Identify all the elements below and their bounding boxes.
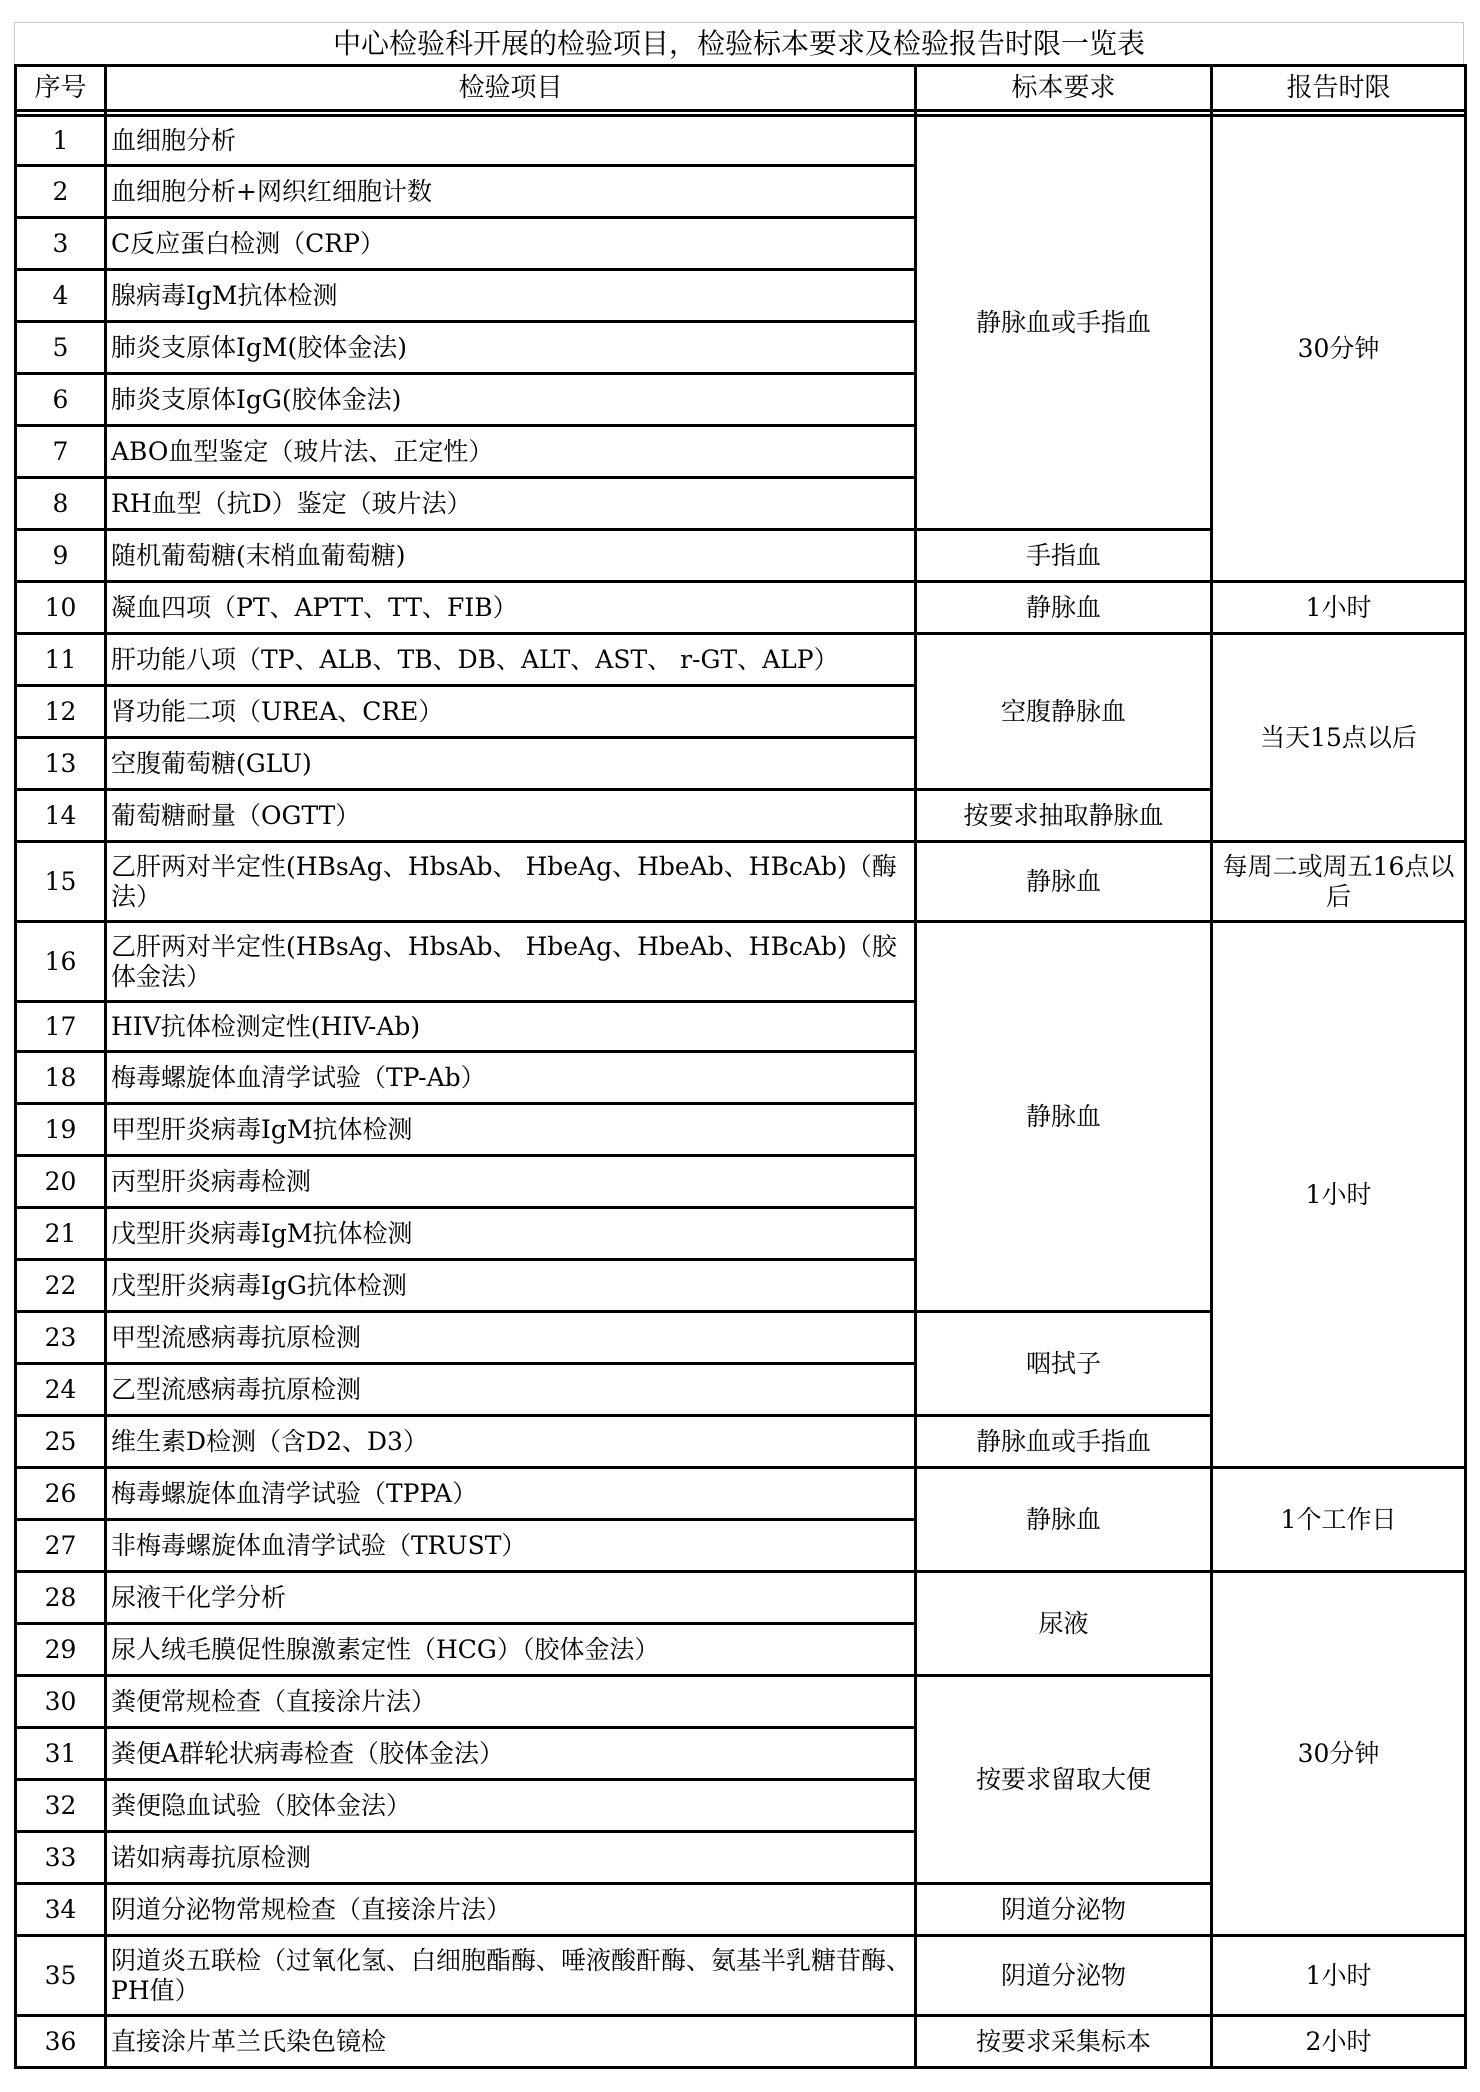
test-item: 梅毒螺旋体血清学试验（TP-Ab） (106, 1052, 916, 1104)
test-item: 粪便常规检查（直接涂片法） (106, 1676, 916, 1728)
test-item: 尿液干化学分析 (106, 1572, 916, 1624)
report-time: 1小时 (1212, 582, 1466, 634)
row-number: 36 (16, 2016, 106, 2068)
table-row (16, 116, 1466, 166)
specimen-requirement: 阴道分泌物 (916, 1936, 1212, 2016)
test-item: ABO血型鉴定（玻片法、正定性） (106, 426, 916, 478)
row-number: 7 (16, 426, 106, 478)
row-number: 20 (16, 1156, 106, 1208)
table-row (16, 1572, 1466, 1624)
test-item: 阴道分泌物常规检查（直接涂片法） (106, 1884, 916, 1936)
specimen-requirement: 咽拭子 (916, 1312, 1212, 1416)
row-number: 11 (16, 634, 106, 686)
header-specimen: 标本要求 (916, 66, 1212, 111)
header-number: 序号 (16, 66, 106, 111)
row-number: 9 (16, 530, 106, 582)
row-number: 1 (16, 116, 106, 166)
specimen-requirement: 静脉血 (916, 922, 1212, 1312)
row-number: 6 (16, 374, 106, 426)
table-row (16, 1468, 1466, 1520)
row-number: 24 (16, 1364, 106, 1416)
specimen-requirement: 尿液 (916, 1572, 1212, 1676)
test-item: 阴道炎五联检（过氧化氢、白细胞酯酶、唾液酸酐酶、氨基半乳糖苷酶、PH值） (106, 1936, 916, 2016)
row-number: 17 (16, 1002, 106, 1052)
test-item: RH血型（抗D）鉴定（玻片法） (106, 478, 916, 530)
row-number: 31 (16, 1728, 106, 1780)
test-item: 甲型流感病毒抗原检测 (106, 1312, 916, 1364)
specimen-requirement: 阴道分泌物 (916, 1884, 1212, 1936)
report-time: 当天15点以后 (1212, 634, 1466, 842)
specimen-requirement: 静脉血或手指血 (916, 1416, 1212, 1468)
row-number: 10 (16, 582, 106, 634)
test-item: 维生素D检测（含D2、D3） (106, 1416, 916, 1468)
test-item: 肾功能二项（UREA、CRE） (106, 686, 916, 738)
row-number: 19 (16, 1104, 106, 1156)
row-number: 18 (16, 1052, 106, 1104)
row-number: 16 (16, 922, 106, 1002)
specimen-requirement: 按要求留取大便 (916, 1676, 1212, 1884)
report-time: 1小时 (1212, 1936, 1466, 2016)
row-number: 23 (16, 1312, 106, 1364)
lab-test-sheet (14, 22, 1464, 2069)
test-item: 随机葡萄糖(末梢血葡萄糖) (106, 530, 916, 582)
header-test-item: 检验项目 (106, 66, 916, 111)
test-item: 血细胞分析+网织红细胞计数 (106, 166, 916, 218)
row-number: 8 (16, 478, 106, 530)
row-number: 34 (16, 1884, 106, 1936)
test-item: 丙型肝炎病毒检测 (106, 1156, 916, 1208)
table-row (16, 582, 1466, 634)
specimen-requirement: 静脉血 (916, 582, 1212, 634)
test-item: 乙肝两对半定性(HBsAg、HbsAb、 HbeAg、HbeAb、HBcAb)（胶体金法） (106, 922, 916, 1002)
test-item: 诺如病毒抗原检测 (106, 1832, 916, 1884)
row-number: 22 (16, 1260, 106, 1312)
row-number: 35 (16, 1936, 106, 2016)
test-item: 非梅毒螺旋体血清学试验（TRUST） (106, 1520, 916, 1572)
table-header-row (16, 66, 1466, 111)
report-time: 每周二或周五16点以后 (1212, 842, 1466, 922)
test-item: 葡萄糖耐量（OGTT） (106, 790, 916, 842)
row-number: 4 (16, 270, 106, 322)
page-title: 中心检验科开展的检验项目，检验标本要求及检验报告时限一览表 (14, 22, 1464, 64)
row-number: 30 (16, 1676, 106, 1728)
test-item: 血细胞分析 (106, 116, 916, 166)
row-number: 3 (16, 218, 106, 270)
row-number: 32 (16, 1780, 106, 1832)
test-item: 尿人绒毛膜促性腺激素定性（HCG）（胶体金法） (106, 1624, 916, 1676)
specimen-requirement: 静脉血或手指血 (916, 116, 1212, 530)
row-number: 2 (16, 166, 106, 218)
row-number: 27 (16, 1520, 106, 1572)
row-number: 25 (16, 1416, 106, 1468)
row-number: 15 (16, 842, 106, 922)
test-item: 凝血四项（PT、APTT、TT、FIB） (106, 582, 916, 634)
row-number: 21 (16, 1208, 106, 1260)
lab-test-table (14, 64, 1467, 2069)
test-item: 粪便A群轮状病毒检查（胶体金法） (106, 1728, 916, 1780)
row-number: 14 (16, 790, 106, 842)
table-row (16, 634, 1466, 686)
row-number: 29 (16, 1624, 106, 1676)
report-time: 1个工作日 (1212, 1468, 1466, 1572)
specimen-requirement: 手指血 (916, 530, 1212, 582)
table-row (16, 842, 1466, 922)
test-item: 梅毒螺旋体血清学试验（TPPA） (106, 1468, 916, 1520)
test-item: C反应蛋白检测（CRP） (106, 218, 916, 270)
report-time: 30分钟 (1212, 116, 1466, 582)
row-number: 12 (16, 686, 106, 738)
header-report-time: 报告时限 (1212, 66, 1466, 111)
table-row (16, 1936, 1466, 2016)
test-item: 直接涂片革兰氏染色镜检 (106, 2016, 916, 2068)
specimen-requirement: 空腹静脉血 (916, 634, 1212, 790)
table-row (16, 922, 1466, 1002)
report-time: 30分钟 (1212, 1572, 1466, 1936)
report-time: 1小时 (1212, 922, 1466, 1468)
test-item: 空腹葡萄糖(GLU) (106, 738, 916, 790)
specimen-requirement: 静脉血 (916, 842, 1212, 922)
test-item: 肝功能八项（TP、ALB、TB、DB、ALT、AST、 r-GT、ALP） (106, 634, 916, 686)
test-item: 粪便隐血试验（胶体金法） (106, 1780, 916, 1832)
test-item: 乙肝两对半定性(HBsAg、HbsAb、 HbeAg、HbeAb、HBcAb)（酶法） (106, 842, 916, 922)
row-number: 26 (16, 1468, 106, 1520)
test-item: 甲型肝炎病毒IgM抗体检测 (106, 1104, 916, 1156)
row-number: 33 (16, 1832, 106, 1884)
test-item: 戊型肝炎病毒IgG抗体检测 (106, 1260, 916, 1312)
report-time: 2小时 (1212, 2016, 1466, 2068)
row-number: 5 (16, 322, 106, 374)
test-item: 腺病毒IgM抗体检测 (106, 270, 916, 322)
specimen-requirement: 按要求采集标本 (916, 2016, 1212, 2068)
test-item: 乙型流感病毒抗原检测 (106, 1364, 916, 1416)
test-item: HIV抗体检测定性(HIV-Ab) (106, 1002, 916, 1052)
test-item: 肺炎支原体IgG(胶体金法) (106, 374, 916, 426)
specimen-requirement: 静脉血 (916, 1468, 1212, 1572)
row-number: 13 (16, 738, 106, 790)
test-item: 肺炎支原体IgM(胶体金法) (106, 322, 916, 374)
test-item: 戊型肝炎病毒IgM抗体检测 (106, 1208, 916, 1260)
specimen-requirement: 按要求抽取静脉血 (916, 790, 1212, 842)
row-number: 28 (16, 1572, 106, 1624)
table-row (16, 2016, 1466, 2068)
